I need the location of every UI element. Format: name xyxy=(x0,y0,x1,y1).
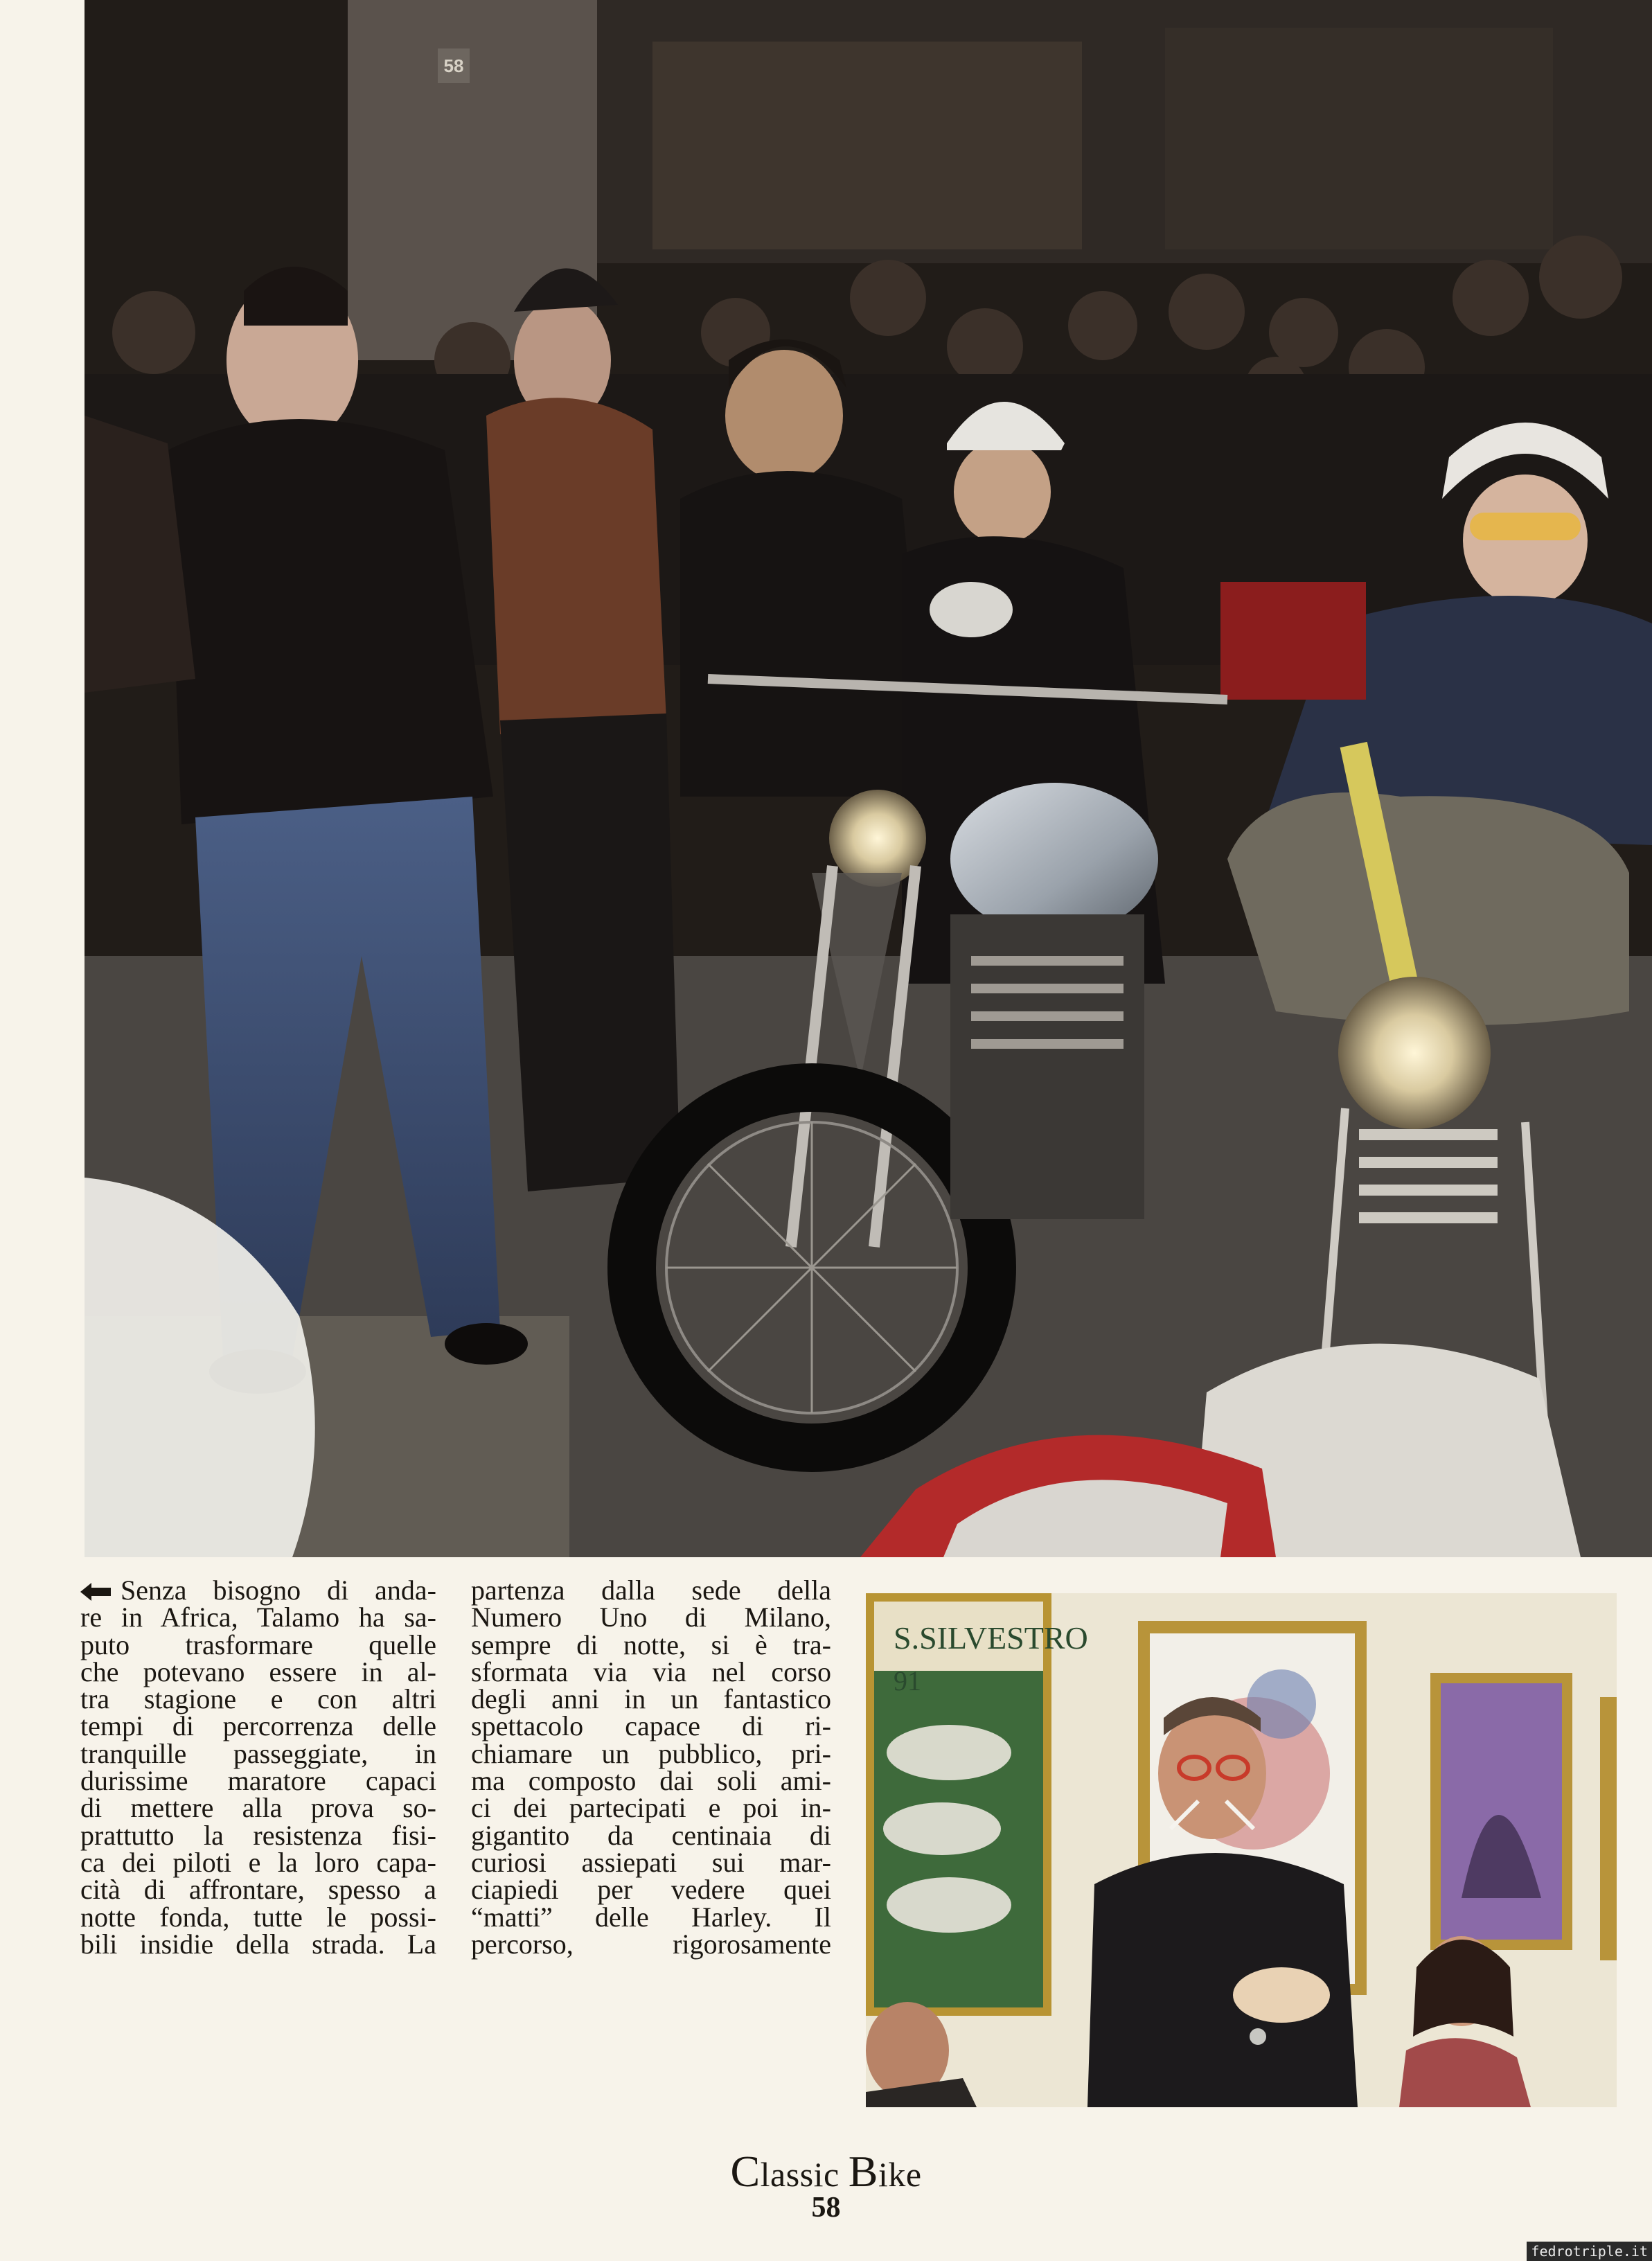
text-line: che potevano essere in al- xyxy=(80,1656,436,1687)
hero-photo-illustration xyxy=(85,0,1652,1557)
text-line xyxy=(80,1577,436,1604)
text-line: ca dei piloti e la loro capa- xyxy=(80,1846,436,1878)
text-line: ci dei partecipati e poi in- xyxy=(471,1792,831,1824)
text-line: tra stagione e con altri xyxy=(80,1683,436,1715)
article-column-1 xyxy=(80,1577,436,2110)
text-line: re in Africa, Talamo ha sa- xyxy=(80,1602,436,1633)
address-plate: 58 xyxy=(438,48,470,83)
text-line: percorso, rigorosamente xyxy=(471,1928,831,1960)
text-line: spettacolo capace di ri- xyxy=(471,1710,831,1742)
restaurant-photo xyxy=(866,1593,1617,2107)
text-line: bili insidie della strada. La xyxy=(80,1928,436,1960)
text-line: ciapiedi per vedere quei xyxy=(471,1874,831,1906)
text-line: notte fonda, tutte le possi- xyxy=(80,1901,436,1933)
text-line: “matti” delle Harley. Il xyxy=(471,1901,831,1933)
text-line: puto trasformare quelle xyxy=(80,1629,436,1660)
masthead-word-ike: ike xyxy=(878,2155,922,2194)
masthead-initial-b: B xyxy=(848,2147,878,2196)
text-line: sformata via via nel corso xyxy=(471,1656,831,1687)
text-line: sempre di notte, si è tra- xyxy=(471,1629,831,1660)
text-line: di mettere alla prova so- xyxy=(80,1792,436,1824)
text-line: chiamare un pubblico, pri- xyxy=(471,1737,831,1769)
text-line: tranquille passeggiate, in xyxy=(80,1737,436,1769)
text-line: durissime maratore capaci xyxy=(80,1765,436,1797)
text-line: ma composto dai soli ami- xyxy=(471,1765,831,1797)
article-column-2 xyxy=(471,1577,831,2110)
text-line: Numero Uno di Milano, xyxy=(471,1602,831,1633)
masthead-word-lassic: lassic xyxy=(760,2155,849,2194)
poster-title: S.SILVESTRO xyxy=(894,1620,1088,1656)
text-line: prattutto la resistenza fisi- xyxy=(80,1819,436,1851)
poster-year: 91 xyxy=(894,1665,921,1696)
text-line: partenza dalla sede della xyxy=(471,1577,831,1606)
text-line: tempi di percorrenza delle xyxy=(80,1710,436,1742)
hero-photo xyxy=(85,0,1652,1557)
page-number: 58 xyxy=(811,2192,841,2224)
text-line: cità di affrontare, spesso a xyxy=(80,1874,436,1906)
masthead-initial-c: C xyxy=(730,2147,761,2196)
text-line: curiosi assiepati sui mar- xyxy=(471,1846,831,1878)
text-line-content: Senza bisogno di anda- xyxy=(121,1577,436,1606)
magazine-masthead xyxy=(0,2146,1652,2197)
text-line: degli anni in un fantastico xyxy=(471,1683,831,1715)
site-credit: fedrotriple.it xyxy=(1527,2242,1652,2261)
text-line: gigantito da centinaia di xyxy=(471,1819,831,1851)
left-arrow-icon xyxy=(80,1583,111,1601)
restaurant-photo-illustration xyxy=(866,1593,1617,2107)
